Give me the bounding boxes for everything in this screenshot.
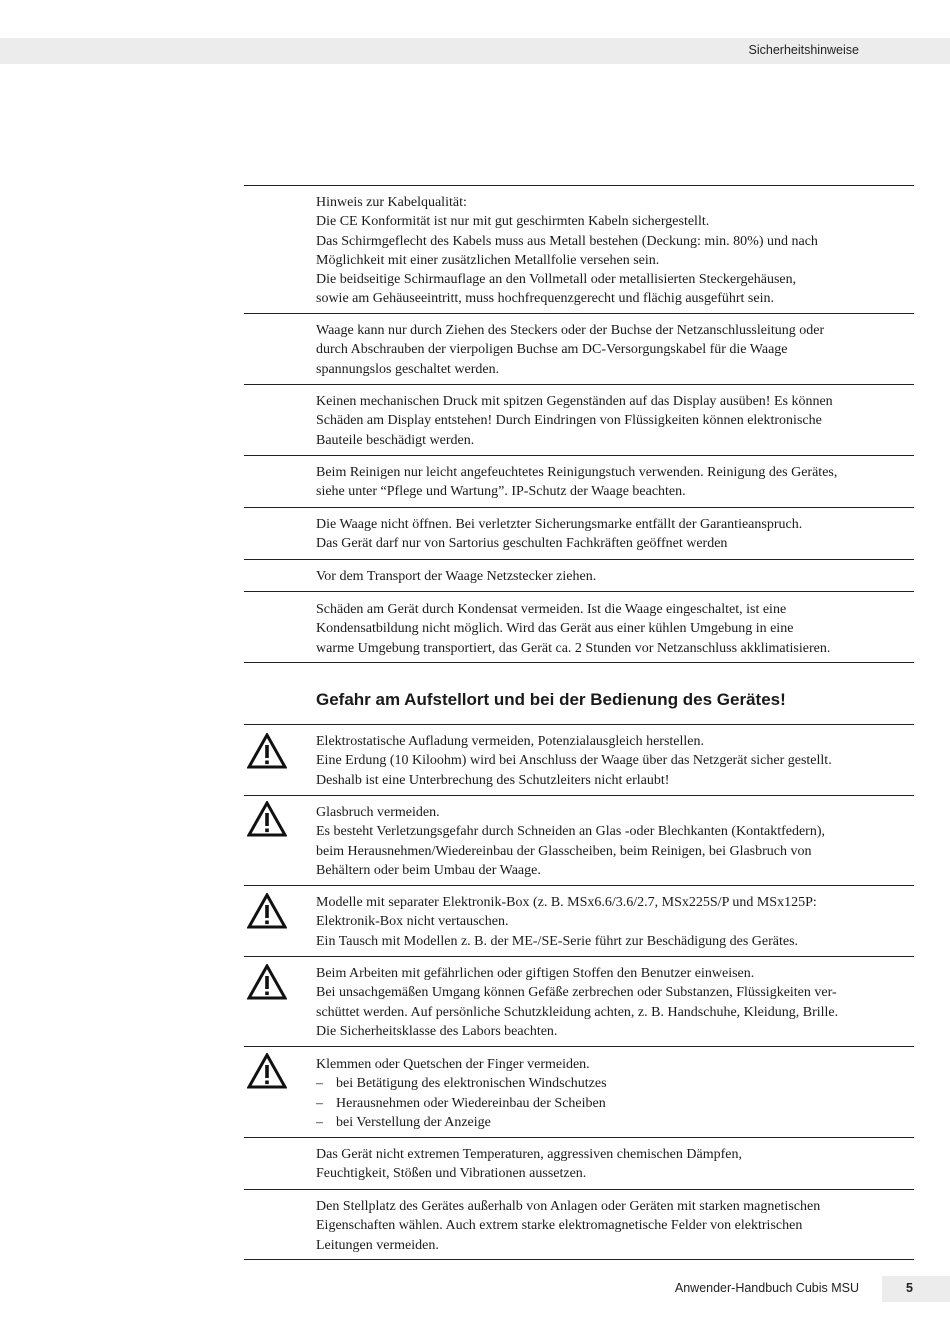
page-number-box <box>882 1276 950 1302</box>
notice-block <box>316 1145 916 1184</box>
text-line: Das Schirmgeflecht des Kabels muss aus Metall bestehen (Deckung: min. 80%) und nach <box>316 233 818 249</box>
text-line: Das Gerät darf nur von Sartorius geschulten Fachkräften geöffnet werden <box>316 536 728 552</box>
text-line: Behältern oder beim Umbau der Waage. <box>316 862 541 878</box>
text-line: Bei unsachgemäßen Umgang können Gefäße zerbrechen oder Substanzen, Flüssigkeiten ver- <box>316 985 837 1001</box>
text-line: Deshalb ist eine Unterbrechung des Schutzleiters nicht erlaubt! <box>316 772 670 788</box>
divider-rule <box>244 1046 914 1047</box>
text-line: Die Sicherheitsklasse des Labors beachten. <box>316 1023 558 1039</box>
text-line: Ein Tausch mit Modellen z. B. der ME-/SE-Serie führt zur Beschädigung des Gerätes. <box>316 933 799 949</box>
bullet-text: bei Verstellung der Anzeige <box>336 1114 491 1130</box>
text-line: Möglichkeit mit einer zusätzlichen Metallfolie versehen sein. <box>316 252 660 268</box>
text-line: Waage kann nur durch Ziehen des Steckers oder der Buchse der Netzanschlussleitung oder <box>316 323 825 338</box>
text-line: Elektronik-Box nicht vertauschen. <box>316 914 509 930</box>
text-line: schüttet werden. Auf persönliche Schutzkleidung achten, z. B. Handschuhe, Kleidung, Brille. <box>316 1004 839 1020</box>
notice-block <box>316 600 916 658</box>
text-line: Schäden am Display entstehen! Durch Eindringen von Flüssigkeiten können elektronische <box>316 413 822 429</box>
warning-block <box>316 732 916 790</box>
notice-block <box>316 515 916 554</box>
text-line: Die beidseitige Schirmauflage an den Vollmetall oder metallisierten Steckergehäusen, <box>316 272 797 288</box>
text-line: beim Herausnehmen/Wiedereinbau der Glasscheiben, beim Reinigen, bei Glasbruch von <box>316 843 812 859</box>
warning-triangle-icon <box>247 801 287 837</box>
text-line: Keinen mechanischen Druck mit spitzen Gegenständen auf das Display ausüben! Es können <box>316 394 833 409</box>
text-line: Eigenschaften wählen. Auch extrem starke elektromagnetische Felder von elektrischen <box>316 1218 803 1234</box>
text-line: Kondensatbildung nicht möglich. Wird das Gerät aus einer kühlen Umgebung in eine <box>316 621 794 637</box>
text-line: Die Waage nicht öffnen. Bei verletzter Sicherungsmarke entfällt der Garantieanspruch. <box>316 517 803 532</box>
text-line: Glasbruch vermeiden. <box>316 805 440 820</box>
bullet-dash: – <box>316 1114 323 1130</box>
notice-block <box>316 463 916 502</box>
bullet-item <box>316 1113 916 1132</box>
page-header-bar <box>0 38 950 64</box>
warning-triangle-icon <box>247 964 287 1000</box>
bullet-item <box>316 1094 916 1113</box>
divider-rule <box>244 507 914 508</box>
bullet-dash: – <box>316 1076 323 1092</box>
divider-rule <box>244 724 914 725</box>
divider-rule <box>244 1259 914 1260</box>
warning-triangle-icon <box>247 733 287 769</box>
text-line: siehe unter “Pflege und Wartung”. IP-Schutz der Waage beachten. <box>316 484 686 500</box>
warning-triangle-icon <box>247 893 287 929</box>
divider-rule <box>244 885 914 886</box>
divider-rule <box>244 956 914 957</box>
notice-block <box>316 567 916 586</box>
text-line: sowie am Gehäuseeintritt, muss hochfrequenzgerecht und flächig ausgeführt sein. <box>316 291 774 307</box>
divider-rule <box>244 313 914 314</box>
bullet-dash: – <box>316 1095 323 1111</box>
bullet-item <box>316 1074 916 1093</box>
text-line: Beim Arbeiten mit gefährlichen oder giftigen Stoffen den Benutzer einweisen. <box>316 966 755 981</box>
text-line: Modelle mit separater Elektronik-Box (z. B. MSx6.6/3.6/2.7, MSx225S/P und MSx125P: <box>316 895 817 910</box>
divider-rule <box>244 384 914 385</box>
page-number: 5 <box>906 1281 913 1295</box>
warning-block <box>316 803 916 880</box>
notice-block <box>316 193 916 309</box>
divider-rule <box>244 559 914 560</box>
text-line: Vor dem Transport der Waage Netzstecker ziehen. <box>316 569 597 584</box>
divider-rule <box>244 185 914 186</box>
text-line: Feuchtigkeit, Stößen und Vibrationen aussetzen. <box>316 1166 587 1182</box>
bullet-text: Herausnehmen oder Wiedereinbau der Scheiben <box>336 1095 606 1111</box>
text-line: Schäden am Gerät durch Kondensat vermeiden. Ist die Waage eingeschaltet, ist eine <box>316 602 787 617</box>
warning-triangle-icon <box>247 1053 287 1089</box>
text-line: Klemmen oder Quetschen der Finger vermeiden. <box>316 1057 590 1072</box>
text-line: spannungslos geschaltet werden. <box>316 361 500 377</box>
text-line: Hinweis zur Kabelqualität: <box>316 195 467 210</box>
warning-block <box>316 893 916 951</box>
text-line: Die CE Konformität ist nur mit gut geschirmten Kabeln sichergestellt. <box>316 214 710 230</box>
page-header-title: Sicherheitshinweise <box>748 43 859 57</box>
text-line: durch Abschrauben der vierpoligen Buchse am DC-Versorgungskabel für die Waage <box>316 342 788 358</box>
notice-block <box>316 1197 916 1255</box>
section-heading: Gefahr am Aufstellort und bei der Bedienung des Gerätes! <box>316 690 786 709</box>
text-line: Den Stellplatz des Gerätes außerhalb von Anlagen oder Geräten mit starken magnetischen <box>316 1199 821 1214</box>
text-line: Es besteht Verletzungsgefahr durch Schneiden an Glas -oder Blechkanten (Kontaktfedern), <box>316 824 826 840</box>
warning-block <box>316 1055 916 1132</box>
divider-rule <box>244 455 914 456</box>
divider-rule <box>244 662 914 663</box>
notice-block <box>316 392 916 450</box>
text-line: Bauteile beschädigt werden. <box>316 432 475 448</box>
notice-block <box>316 321 916 379</box>
warning-block <box>316 964 916 1041</box>
divider-rule <box>244 1137 914 1138</box>
divider-rule <box>244 591 914 592</box>
text-line: Das Gerät nicht extremen Temperaturen, aggressiven chemischen Dämpfen, <box>316 1147 742 1162</box>
footer-manual-title: Anwender-Handbuch Cubis MSU <box>674 1281 859 1295</box>
text-line: Beim Reinigen nur leicht angefeuchtetes Reinigungstuch verwenden. Reinigung des Gerätes, <box>316 465 838 480</box>
text-line: Elektrostatische Aufladung vermeiden, Potenzialausgleich herstellen. <box>316 734 704 749</box>
text-line: Eine Erdung (10 Kiloohm) wird bei Anschluss der Waage über das Netzgerät sicher gestellt. <box>316 753 832 769</box>
divider-rule <box>244 795 914 796</box>
text-line: warme Umgebung transportiert, das Gerät ca. 2 Stunden vor Netzanschluss akklimatisieren. <box>316 640 831 656</box>
bullet-text: bei Betätigung des elektronischen Windschutzes <box>336 1076 607 1092</box>
divider-rule <box>244 1189 914 1190</box>
text-line: Leitungen vermeiden. <box>316 1237 439 1253</box>
